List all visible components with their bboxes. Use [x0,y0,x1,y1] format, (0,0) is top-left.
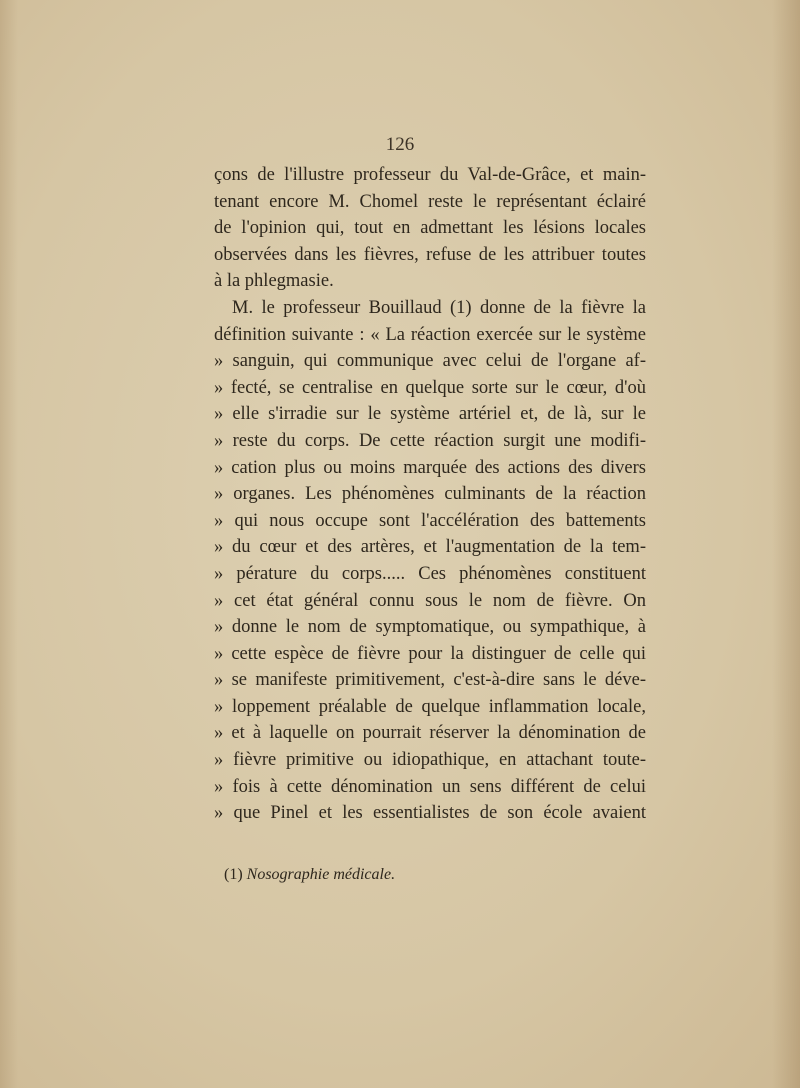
text-line: » sanguin, qui communique avec celui de l'organe af- [214,351,646,372]
text-line: » elle s'irradie sur le système artériel et, de là, sur le [214,404,646,425]
text-line: » fecté, se centralise en quelque sorte sur le cœur, d'où [214,377,646,398]
text-line: » donne le nom de symptomatique, ou sympathique, à [214,617,646,638]
text-line: » se manifeste primitivement, c'est-à-dire sans le déve- [214,670,646,691]
text-line: » qui nous occupe sont l'accélération des battements [214,510,646,531]
text-line: tenant encore M. Chomel reste le représentant éclairé [214,191,646,212]
text-line: » cet état général connu sous le nom de fièvre. On [214,590,646,611]
text-line: » organes. Les phénomènes culminants de la réaction [214,484,646,505]
text-line: à la phlegmasie. [214,271,334,292]
footnote [224,866,395,884]
text-line: » fois à cette dénomination un sens différent de celui [214,776,646,797]
text-line: » cette espèce de fièvre pour la distinguer de celle qui [214,643,646,664]
text-line: » du cœur et des artères, et l'augmentation de la tem- [214,537,646,558]
text-line: » fièvre primitive ou idiopathique, en attachant toute- [214,750,646,771]
text-line: » et à laquelle on pourrait réserver la dénomination de [214,723,646,744]
text-line: » que Pinel et les essentialistes de son école avaient [214,803,646,824]
text-line: M. le professeur Bouillaud (1) donne de la fièvre la [232,297,646,318]
text-line: » pérature du corps..... Ces phénomènes constituent [214,563,646,584]
page-shadow-right [772,0,800,1088]
body-text [214,162,646,827]
text-line: » cation plus ou moins marquée des actions des divers [214,457,646,478]
text-line: de l'opinion qui, tout en admettant les lésions locales [214,218,646,239]
footnote-title: Nosographie médicale. [246,866,396,883]
text-line: observées dans les fièvres, refuse de les attribuer toutes [214,244,646,265]
text-line: çons de l'illustre professeur du Val-de-Grâce, et main- [214,165,646,185]
text-line: » loppement préalable de quelque inflammation locale, [214,696,646,717]
page-number: 126 [385,134,415,155]
text-line: » reste du corps. De cette réaction surgit une modifi- [214,430,646,451]
page-shadow-left [0,0,18,1088]
footnote-marker: (1) [224,866,243,883]
text-line: définition suivante : « La réaction exercée sur le système [214,324,646,345]
